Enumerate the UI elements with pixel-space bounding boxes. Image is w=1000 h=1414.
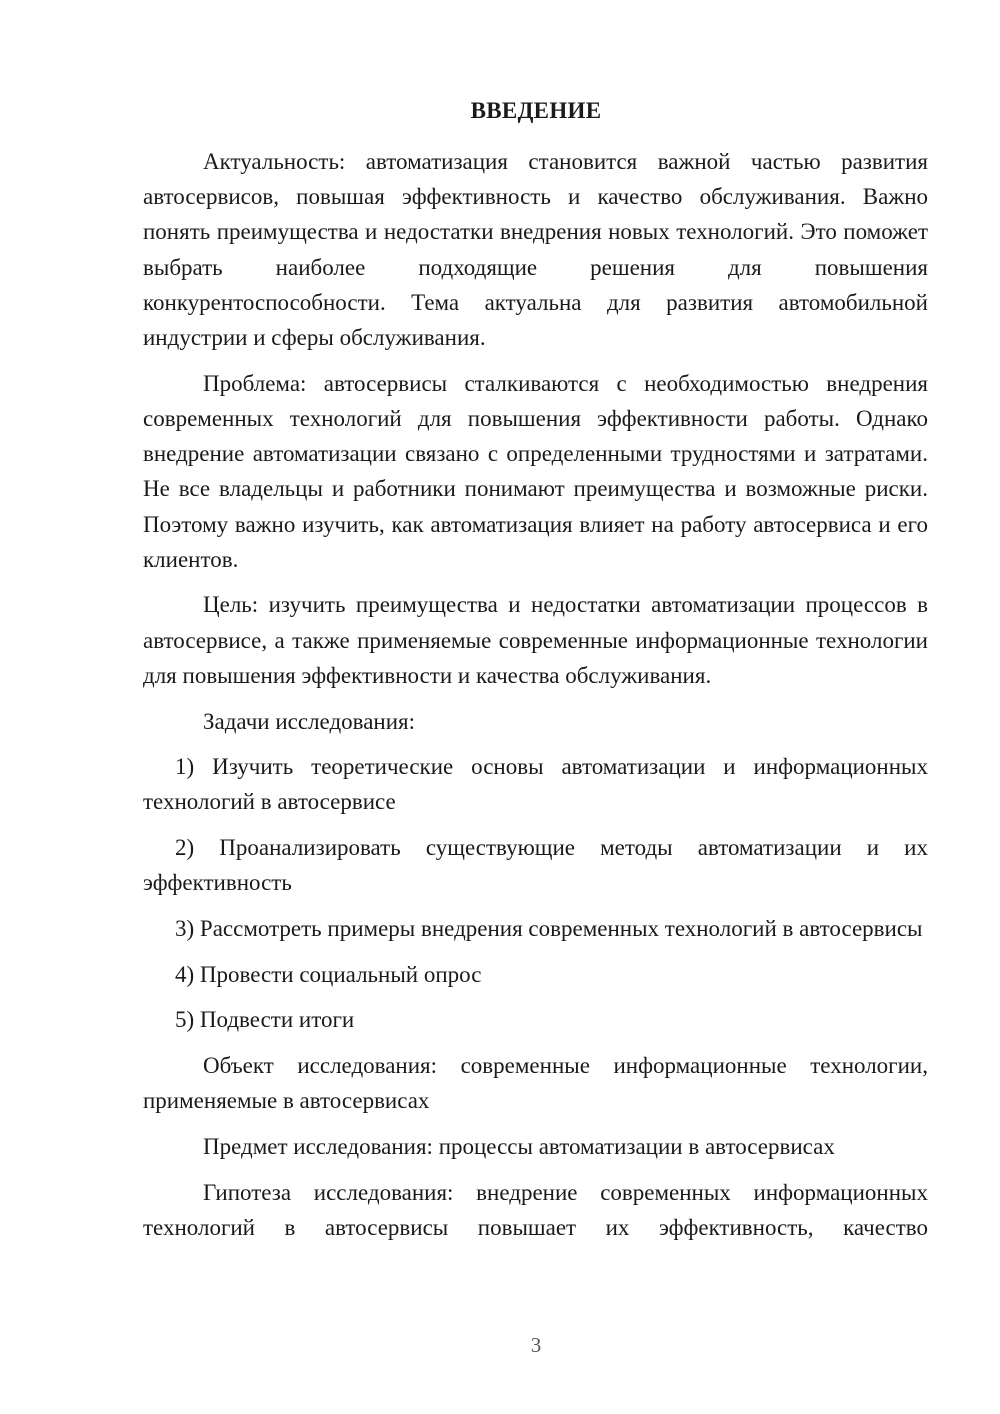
paragraph-hypothesis: Гипотеза исследования: внедрение современных информационных технологий в автосервисы повышает их эффективность, качество: [143, 1179, 928, 1240]
task-item-5: 5) Подвести итоги: [175, 1007, 355, 1033]
paragraph-relevance: Актуальность: автоматизация становится важной частью развития автосервисов, повышая эффективность и качество обслуживания. Важно понять преимущества и недостатки внедрения новых технологий. Это поможет выбрать наиболее подходящие решения для повышения конкурентоспособности. Тема актуальна для развития автомобильной индустрии и сферы обслуживания.: [143, 149, 928, 351]
document-body: [143, 144, 928, 1245]
page-title: ВВЕДЕНИЕ: [470, 98, 602, 123]
paragraph-object: Объект исследования: современные информационные технологии, применяемые в автосервисах: [143, 1053, 928, 1114]
task-item-2: 2) Проанализировать существующие методы автоматизации и их эффективность: [143, 835, 928, 896]
task-item-3: 3) Рассмотреть примеры внедрения современных технологий в автосервисы: [175, 916, 923, 942]
paragraph-tasks-heading: Задачи исследования:: [203, 708, 416, 734]
paragraph-goal: Цель: изучить преимущества и недостатки автоматизации процессов в автосервисе, а также применяемые современные информационные технологии для повышения эффективности и качества обслуживания.: [143, 592, 928, 688]
task-item-4: 4) Провести социальный опрос: [175, 961, 482, 987]
paragraph-problem: Проблема: автосервисы сталкиваются с необходимостью внедрения современных технологий для повышения эффективности работы. Однако внедрение автоматизации связано с определенными трудностями и затратами. Не все владельцы и работники понимают преимущества и возможные риски. Поэтому важно изучить, как автоматизация влияет на работу автосервиса и его клиентов.: [143, 370, 928, 572]
task-item-1: 1) Изучить теоретические основы автоматизации и информационных технологий в автосервисе: [143, 754, 928, 815]
page-number: 3: [530, 1333, 542, 1357]
paragraph-subject: Предмет исследования: процессы автоматизации в автосервисах: [203, 1134, 835, 1160]
